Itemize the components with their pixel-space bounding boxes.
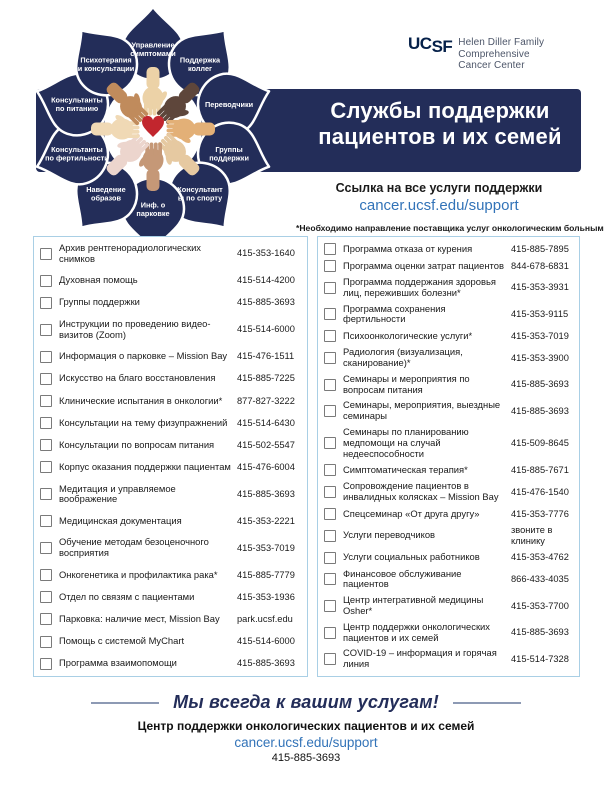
service-row — [40, 484, 301, 506]
service-label: COVID-19 – информация и горячая линия — [343, 647, 497, 670]
service-checkbox[interactable] — [324, 352, 336, 364]
logo-name-line: Cancer Center — [458, 60, 525, 71]
service-row — [324, 427, 573, 459]
service-label: Программа оценки затрат пациентов — [343, 259, 504, 271]
service-checkbox[interactable] — [324, 552, 336, 564]
service-contact: 415-353-4762 — [511, 552, 569, 563]
service-label: Финансовое обслуживание пациентов — [343, 567, 462, 590]
service-checkbox[interactable] — [324, 243, 336, 255]
logo-name-line: Comprehensive — [458, 48, 530, 60]
service-contact: 415-885-3693 — [237, 297, 295, 308]
service-checkbox[interactable] — [324, 437, 336, 449]
flower-petal-label: Переводчики — [205, 99, 254, 109]
service-checkbox[interactable] — [324, 600, 336, 612]
service-contact: 415-514-6430 — [237, 417, 295, 428]
service-row — [40, 537, 301, 559]
flower-petal-label: Инф. о парковке — [136, 200, 170, 218]
footer-link-url[interactable]: cancer.ucsf.edu/support — [234, 735, 378, 750]
service-checkbox[interactable] — [324, 308, 336, 320]
page-title-line1: Службы поддержки — [330, 98, 550, 123]
service-label: Центр поддержки онкологических пациентов и их семей — [343, 620, 490, 643]
service-row — [40, 275, 301, 287]
service-label: Информация о парковке – Mission Bay — [59, 350, 228, 362]
service-checkbox[interactable] — [40, 658, 52, 670]
service-checkbox[interactable] — [324, 530, 336, 542]
footer — [0, 692, 612, 764]
service-checkbox[interactable] — [40, 569, 52, 581]
service-contact: 415-885-7671 — [511, 464, 569, 475]
flower-petal-label: Психотерапия и консультации — [77, 55, 135, 74]
service-row — [40, 417, 301, 429]
service-contact: 415-353-3931 — [511, 282, 569, 293]
service-row — [324, 552, 573, 564]
service-label: Архив рентгенорадиологических снимков — [59, 242, 201, 264]
service-label: Помощь с системой MyChart — [59, 635, 185, 647]
support-link-url[interactable]: cancer.ucsf.edu/support — [359, 197, 519, 214]
page-title-line2: пациентов и их семей — [318, 124, 562, 149]
flower-petal-label: Консультант ы по спорту — [177, 185, 223, 203]
service-contact: 877-827-3222 — [237, 395, 295, 406]
service-contact: 415-885-3693 — [511, 627, 569, 638]
ucsf-logo — [408, 34, 545, 72]
service-label: Онкогенетика и профилактика рака* — [59, 568, 218, 580]
service-label: Программа взаимопомощи — [59, 657, 177, 669]
service-checkbox[interactable] — [324, 653, 336, 665]
referral-note: *Необходимо направление поставщика услуг онкологическим больным — [296, 223, 604, 233]
service-label: Психоонкологические услуги* — [343, 329, 473, 341]
divider-line — [453, 702, 521, 704]
services-list-right — [317, 236, 580, 677]
service-label: Симптоматическая терапия* — [343, 463, 468, 475]
service-label: Семинары, мероприятия, выездные семинары — [343, 399, 501, 422]
service-row — [40, 636, 301, 648]
service-row — [40, 658, 301, 670]
service-contact: park.ucsf.edu — [237, 614, 293, 625]
service-checkbox[interactable] — [40, 461, 52, 473]
service-label: Обучение методам безоценочного восприятия — [59, 536, 209, 559]
flower-petal-label: Группы поддержки — [209, 145, 249, 163]
service-contact: 415-353-9115 — [511, 308, 569, 319]
service-row — [324, 330, 573, 342]
service-row — [40, 395, 301, 407]
service-row — [40, 439, 301, 451]
service-row — [324, 347, 573, 369]
service-checkbox[interactable] — [40, 515, 52, 527]
service-label: Парковка: наличие мест, Mission Bay — [59, 613, 220, 625]
service-contact: 415-353-7776 — [511, 508, 569, 519]
service-row — [40, 351, 301, 363]
service-label: Программа поддержания здоровья лиц, переживших болезни* — [343, 276, 496, 298]
service-checkbox[interactable] — [324, 405, 336, 417]
service-contact: звоните в клинику — [511, 524, 553, 546]
service-contact: 415-509-8645 — [511, 437, 569, 448]
service-checkbox[interactable] — [324, 627, 336, 639]
service-label: Инструкции по проведению видео-визитов (Zoom) — [59, 318, 211, 340]
service-contact: 415-514-6000 — [237, 324, 295, 335]
service-checkbox[interactable] — [40, 488, 52, 500]
service-label: Услуги переводчиков — [343, 529, 436, 541]
service-row — [324, 595, 573, 617]
service-contact: 415-885-3693 — [511, 405, 569, 416]
service-label: Семинары и мероприятия по вопросам питания — [343, 372, 470, 395]
service-checkbox[interactable] — [40, 439, 52, 451]
service-checkbox[interactable] — [324, 508, 336, 520]
service-checkbox[interactable] — [40, 395, 52, 407]
service-label: Отдел по связям с пациентами — [59, 590, 195, 602]
flower-graphic — [28, 3, 278, 255]
flower-petal-label: Консультанты по фертильности — [45, 145, 109, 163]
service-label: Духовная помощь — [59, 274, 138, 286]
service-row — [324, 648, 573, 670]
service-label: Сопровождение пациентов в инвалидных колясках – Mission Bay — [343, 480, 499, 503]
service-contact: 415-476-1511 — [237, 351, 295, 362]
service-checkbox[interactable] — [40, 542, 52, 554]
service-checkbox[interactable] — [324, 573, 336, 585]
service-row — [40, 591, 301, 603]
footer-phone: 415-885-3693 — [271, 752, 341, 764]
service-row — [40, 373, 301, 385]
service-row — [324, 508, 573, 520]
service-contact: 415-476-1540 — [511, 486, 569, 497]
service-row — [324, 464, 573, 476]
service-row — [40, 613, 301, 625]
service-checkbox[interactable] — [324, 330, 336, 342]
flower-petal-label: Наведение образов — [86, 185, 126, 203]
service-label: Консультации на тему физупражнений — [59, 416, 228, 428]
service-row — [324, 481, 573, 503]
service-contact: 415-353-1936 — [237, 591, 295, 602]
service-contact: 415-353-7019 — [511, 330, 569, 341]
support-link-label: Ссылка на все услуги поддержки — [335, 181, 543, 195]
service-row — [324, 400, 573, 422]
service-label: Семинары по планированию медпомощи на случай недееспособности — [343, 425, 469, 459]
service-row — [324, 622, 573, 644]
support-services-flower — [28, 3, 278, 255]
service-contact: 415-353-7700 — [511, 600, 569, 611]
service-contact: 415-514-7328 — [511, 653, 569, 664]
service-checkbox[interactable] — [324, 464, 336, 476]
service-checkbox[interactable] — [40, 417, 52, 429]
service-label: Медитация и управляемое воображение — [59, 482, 176, 505]
service-row — [324, 569, 573, 591]
service-contact: 415-502-5547 — [237, 439, 295, 450]
service-contact: 415-353-7019 — [237, 542, 295, 553]
service-checkbox[interactable] — [40, 636, 52, 648]
service-label: Клинические испытания в онкологии* — [59, 394, 223, 406]
divider-line — [91, 702, 159, 704]
service-label: Медицинская документация — [59, 514, 182, 526]
service-label: Центр интегративной медицины Osher* — [343, 594, 484, 616]
service-row — [324, 243, 573, 255]
service-contact: 415-476-6004 — [237, 462, 295, 473]
service-label: Группы поддержки — [59, 296, 140, 308]
service-checkbox[interactable] — [40, 248, 52, 260]
page-title — [298, 98, 582, 150]
service-contact: 415-885-3693 — [237, 658, 295, 669]
service-label: Радиология (визуализация, сканирование)* — [343, 346, 463, 368]
support-link-section — [296, 181, 604, 233]
service-label: Корпус оказания поддержки пациентам — [59, 461, 231, 473]
service-contact: 844-678-6831 — [511, 260, 569, 271]
service-row — [324, 260, 573, 272]
footer-tagline: Мы всегда к вашим услугам! — [173, 692, 439, 712]
service-contact: 415-885-3693 — [237, 488, 295, 499]
service-checkbox[interactable] — [40, 373, 52, 385]
service-row — [324, 277, 573, 299]
service-label: Спецсеминар «От друга другу» — [343, 507, 480, 519]
service-checkbox[interactable] — [40, 275, 52, 287]
service-contact: 415-885-7779 — [237, 569, 295, 580]
service-label: Искусство на благо восстановления — [59, 372, 216, 384]
service-contact: 415-353-2221 — [237, 515, 295, 526]
service-checkbox[interactable] — [324, 379, 336, 391]
service-row — [324, 304, 573, 326]
ucsf-wordmark-icon: UCSF — [408, 34, 453, 56]
service-contact: 866-433-4035 — [511, 573, 569, 584]
service-contact: 415-514-4200 — [237, 275, 295, 286]
flower-petal-label: Консультанты по питанию — [51, 95, 103, 114]
service-checkbox[interactable] — [40, 351, 52, 363]
logo-name-line: Helen Diller Family — [458, 37, 545, 48]
service-label: Программа отказа от курения — [343, 242, 473, 254]
service-checkbox[interactable] — [40, 591, 52, 603]
service-checkbox[interactable] — [324, 486, 336, 498]
service-label: Консультации по вопросам питания — [59, 438, 215, 450]
cancer-center-name — [458, 37, 544, 72]
service-row — [324, 525, 573, 547]
service-contact: 415-885-7895 — [511, 243, 569, 254]
service-row — [324, 374, 573, 396]
service-row — [40, 515, 301, 527]
service-contact: 415-885-7225 — [237, 373, 295, 384]
flower-petal-label: Управление симптомами — [130, 40, 176, 58]
service-row — [40, 297, 301, 309]
service-contact: 415-353-1640 — [237, 248, 295, 259]
service-row — [40, 319, 301, 341]
footer-center-name: Центр поддержки онкологических пациентов и их семей — [137, 719, 475, 733]
service-label: Программа сохранения фертильности — [343, 302, 446, 325]
flower-petal-label: Поддержка коллег — [179, 55, 221, 74]
service-checkbox[interactable] — [40, 613, 52, 625]
service-contact: 415-514-6000 — [237, 636, 295, 647]
service-checkbox[interactable] — [40, 324, 52, 336]
service-contact: 415-353-3900 — [511, 352, 569, 363]
service-checkbox[interactable] — [324, 282, 336, 294]
service-contact: 415-885-3693 — [511, 379, 569, 390]
service-row — [40, 461, 301, 473]
service-label: Услуги социальных работников — [343, 551, 480, 563]
service-row — [40, 569, 301, 581]
services-list-left — [33, 236, 308, 677]
service-checkbox[interactable] — [40, 297, 52, 309]
service-checkbox[interactable] — [324, 260, 336, 272]
service-row — [40, 243, 301, 265]
